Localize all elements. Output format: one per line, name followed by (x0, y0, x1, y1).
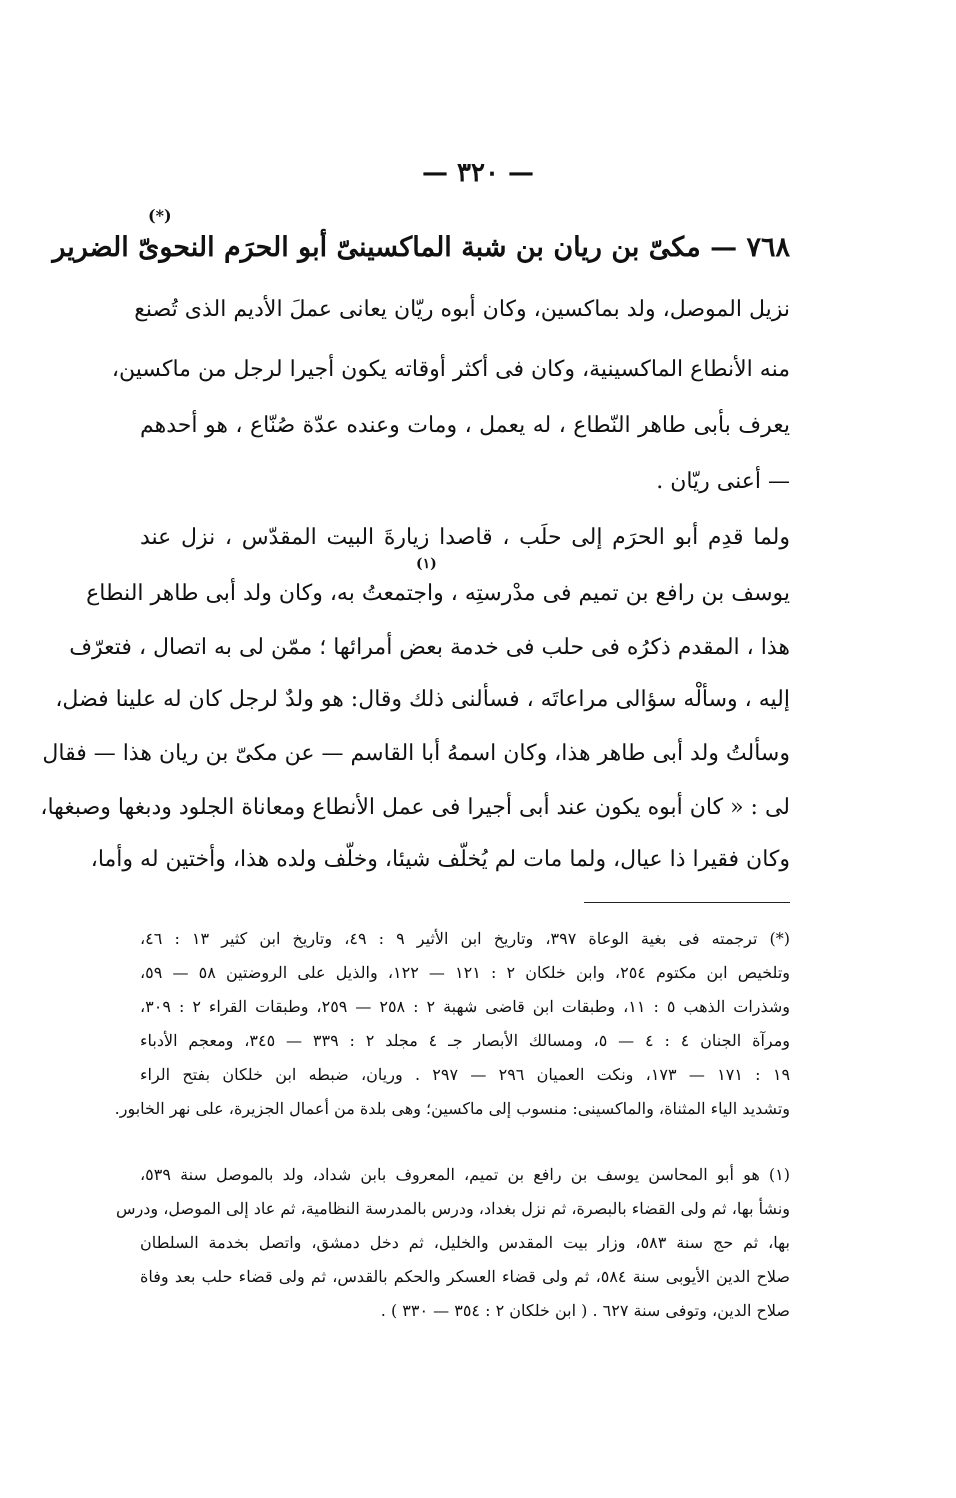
paragraph2-line: وسألتُ ولد أبى طاهر هذا، وكان اسمهُ أبا القاسم — عن مكىّ بن ريان هذا — فقال (42, 741, 790, 766)
footnote-star-line: ١٩ : ١٧١ — ١٧٣، ونكت العميان ٢٩٦ — ٢٩٧ . وريان، ضبطه ابن خلكان بفتح الراء (140, 1065, 791, 1084)
footnote-star-line: ومرآة الجنان ٤ : ٤ — ٥، ومسالك الأبصار جـ ٤ مجلد ٢ : ٣٣٩ — ٣٤٥، ومعجم الأدباء (140, 1031, 791, 1050)
footnote-1-line: (١) هو أبو المحاسن يوسف بن رافع بن تميم، المعروف بابن شداد، ولد بالموصل سنة ٥٣٩، (140, 1165, 790, 1184)
paragraph2-line: ولما قدِم أبو الحرَم إلى حلَب ، قاصدا زيارةَ البيت المقدّس ، نزل عند (140, 525, 790, 550)
paragraph1-line: نزيل الموصل، ولد بماكسين، وكان أبوه ريّان يعانى عملَ الأديم الذى تُصنع (134, 297, 790, 322)
paragraph1-line: يعرف بأبى طاهر النّطاع ، له يعمل ، ومات وعنده عدّة صُنّاع ، هو أحدهم (140, 413, 790, 438)
footnote-star-line: وتلخيص ابن مكتوم ٢٥٤، وابن خلكان ٢ : ١٢١ — ١٢٢، والذيل على الروضتين ٥٨ — ٥٩، (140, 963, 790, 982)
paragraph1-line: منه الأنطاع الماكسينية، وكان فى أكثر أوقاته يكون أجيرا لرجل من ماكسين، (111, 357, 790, 382)
footnote-star-line: وتشديد الياء المثناة، والماكسينى: منسوب إلى ماكسين؛ وهى بلدة من أعمال الجزيرة، على نهر الخابور. (114, 1099, 790, 1118)
paragraph1-line: — أعنى ريّان . (656, 469, 790, 494)
paragraph2-line: هذا ، المقدم ذكرُه فى حلب فى خدمة بعض أمرائها ؛ ممّن لى به اتصال ، فتعرّف (69, 635, 790, 660)
paragraph2-line: إليه ، وسألْه سؤالى مراعاتَه ، فسألنى ذلك وقال: هو ولدٌ لرجل كان له علينا فضل، (55, 687, 790, 712)
footnote-1-line: صلاح الدين، وتوفى سنة ٦٢٧ . ( ابن خلكان ٢ : ٣٥٤ — ٣٣٠ ) . (380, 1301, 790, 1320)
footnote-separator (584, 902, 790, 903)
footnote-star-line: وشذرات الذهب ٥ : ١١، وطبقات ابن قاضى شهبة ٢ : ٢٥٨ — ٢٥٩، وطبقات القراء ٢ : ٣٠٩، (140, 997, 791, 1016)
footnote-star-line: (*) ترجمته فى بغية الوعاة ٣٩٧، وتاريخ ابن الأثير ٩ : ٤٩، وتاريخ ابن كثير ١٣ : ٤٦، (140, 929, 791, 948)
paragraph2-line: لى : « كان أبوه يكون عند أبى أجيرا فى عمل الأنطاع ومعاناة الجلود ودبغها وصبغها، (40, 795, 790, 820)
page-number: — ٣٢٠ — (421, 158, 535, 188)
footnote-1-line: صلاح الدين الأيوبى سنة ٥٨٤، ثم ولى قضاء العسكر والحكم بالقدس، ثم ولى قضاء حلب بعد وفاة (140, 1267, 790, 1286)
entry-heading: ٧٦٨ — مكىّ بن ريان بن شبة الماكسينىّ أبو الحرَم النحوىّ الضرير (52, 232, 790, 263)
footnote-reference-1: (١) (416, 556, 437, 572)
paragraph2-line: وكان فقيرا ذا عيال، ولما مات لم يُخلّف شيئا، وخلّف ولده هذا، وأختين له وأما، (90, 847, 790, 872)
footnote-1-line: بها، ثم حج سنة ٥٨٣، وزار بيت المقدس والخليل، ثم دخل دمشق، واتصل بخدمة السلطان (140, 1233, 791, 1252)
paragraph2-line: يوسف بن رافع بن تميم فى مدْرستِه ، واجتمعتُ به، وكان ولد أبى طاهر النطاع (86, 581, 790, 606)
biography-footnote-marker: (*) (148, 206, 172, 225)
footnote-1-line: ونشأ بها، ثم ولى القضاء بالبصرة، ثم نزل بغداد، ودرس بالمدرسة النظامية، ثم عاد إلى الموصل، ودرس (116, 1199, 790, 1218)
